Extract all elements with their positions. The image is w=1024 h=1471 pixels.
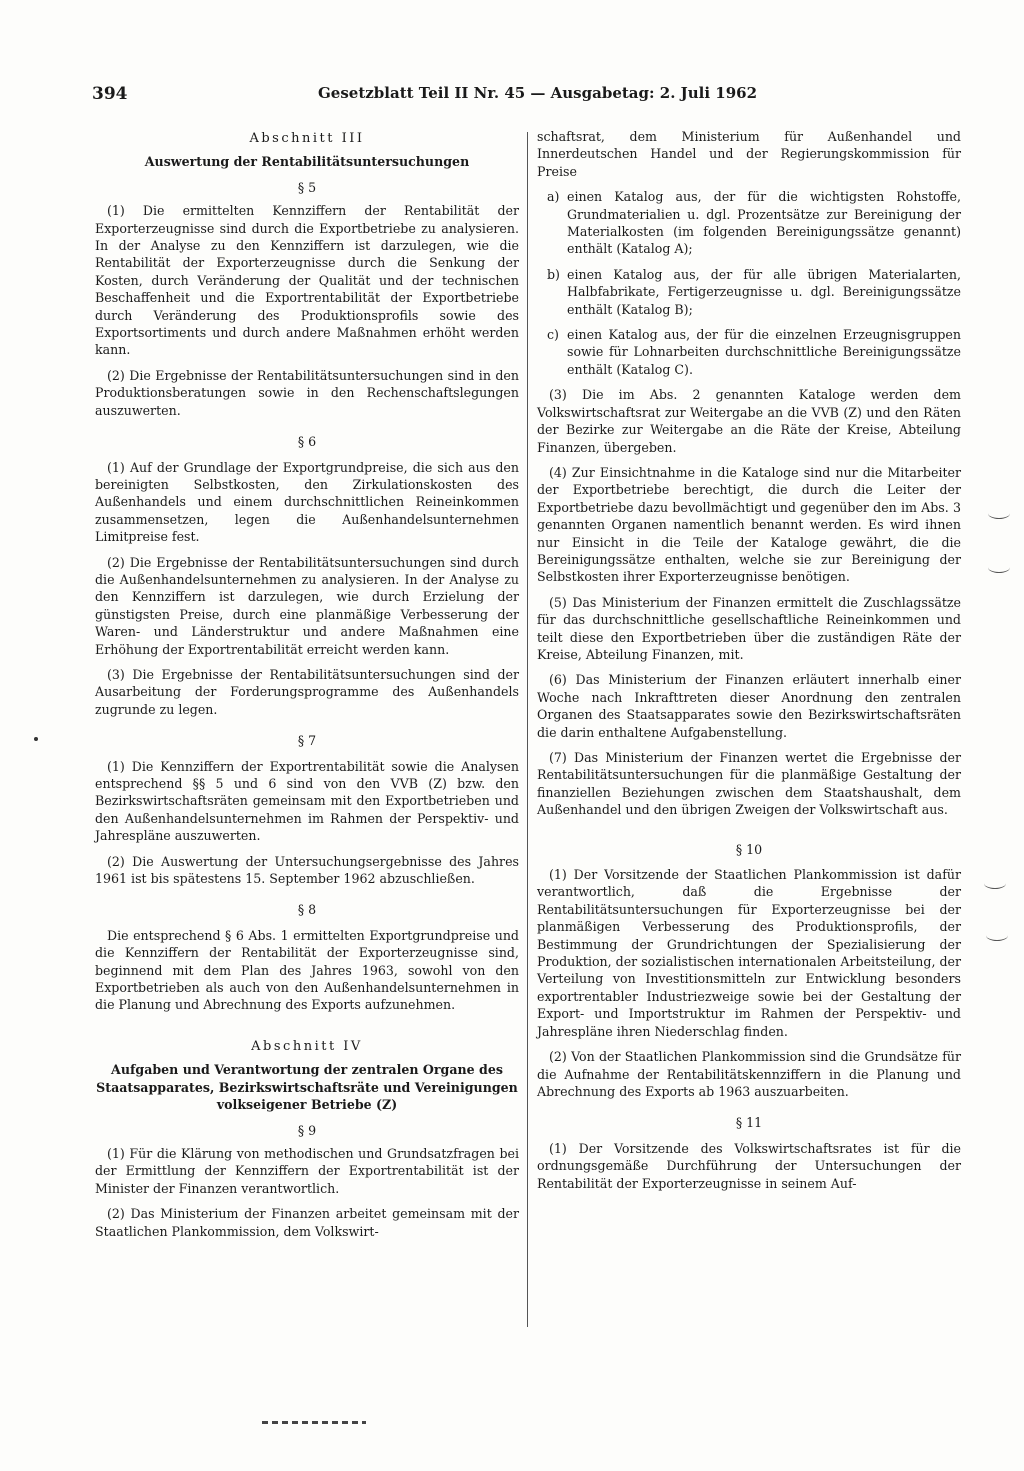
margin-mark [986,930,1008,941]
page-number: 394 [92,84,128,104]
paragraph-number: § 8 [297,902,317,918]
list-label: c) [547,327,559,343]
margin-mark [988,562,1010,573]
left-column [95,130,519,1248]
paragraph-number: § 6 [297,434,317,450]
list-text: einen Katalog aus, der für alle übrigen Materialarten, Halbfabrikate, Fertigerzeugnisse u. dgl. Bereinigungssätze enthält (Katalog B); [567,266,961,317]
list-item [537,266,961,318]
column-divider [527,132,528,1327]
margin-mark [984,878,1006,889]
margin-mark [988,508,1010,519]
paragraph-text: (5) Das Ministerium der Finanzen ermittelt die Zuschlagssätze für das durchschnittliche gesellschaftliche Reineinkommen und teilt diese den Exportbetrieben über die zuständigen Räte der Kreise, Abteilung Finanzen, mit. [537,594,961,662]
paragraph-text: (1) Der Vorsitzende des Volkswirtschaftsrates ist für die ordnungsgemäße Durchführung der Untersuchungen der Rentabilität der Exporterzeugnisse in seinem Auf- [537,1140,961,1191]
paragraph-text: (2) Von der Staatlichen Plankommission sind die Grundsätze für die Aufnahme der Rentabilitätskennziffern in die Planung und Abrechnung des Exports ab 1963 auszuarbeiten. [537,1049,961,1099]
paragraph-text: (6) Das Ministerium der Finanzen erläutert innerhalb einer Woche nach Inkrafttreten dieser Anordnung den zentralen Organen des Staatsapparates sowie den Bezirkswirtschaftsräten die darin enthaltene Aufgabenstellung. [537,672,961,740]
paragraph-text: (3) Die im Abs. 2 genannten Kataloge werden dem Volkswirtschaftsrat zur Weitergabe an die VVB (Z) und den Räten der Bezirke zur Weitergabe an die Räte der Kreise, Abteilung Finanzen, übergeben. [537,387,961,455]
list-item [537,326,961,378]
paragraph-number: § 9 [297,1122,317,1138]
paragraph-text: (2) Das Ministerium der Finanzen arbeitet gemeinsam mit der Staatlichen Plankommission, dem Volkswirt- [95,1206,519,1239]
paragraph-number: § 11 [735,1115,763,1131]
paragraph-text: (2) Die Ergebnisse der Rentabilitätsuntersuchungen sind in den Produktionsberatungen sowie in den Rechenschaftslegungen auszuwerten. [95,367,519,418]
paragraph-text: (2) Die Ergebnisse der Rentabilitätsuntersuchungen sind durch die Außenhandelsunternehmen zu analysieren. In der Analyse zu den Kennziffern ist darzulegen, wie durch Erzielung der günstigsten Preise, durch eine planmäßige Verbesserung der Waren- und Länderstruktur und andere Maßnahmen eine Erhöhung der Exportrentabilität erreicht werden kann. [95,554,519,657]
paragraph-text: schaftsrat, dem Ministerium für Außenhandel und Innerdeutschen Handel und der Regierungskommission für Preise [537,129,961,179]
list-item [537,188,961,258]
section-title: Auswertung der Rentabilitätsuntersuchungen [144,154,470,170]
section-title: Aufgaben und Verantwortung der zentralen Organe des Staatsapparates, Bezirkswirtschaftsräte und Vereinigungen volkseigener Betriebe (Z) [96,1062,518,1113]
gazette-title: Gesetzblatt Teil II Nr. 45 — Ausgabetag: 2. Juli 1962 [318,84,758,102]
list-label: a) [547,189,560,205]
scan-smudge [262,1421,366,1424]
paragraph-text: (1) Die ermittelten Kennziffern der Rentabilität der Exporterzeugnisse sind durch die Exportbetriebe zu analysieren. In der Analyse zu den Kennziffern ist darzulegen, wie die Rentabilität der Exporterzeugnisse durch die Senkung der Kosten, durch Veränderung der Qualität und der technischen Beschaffenheit und die Exportrentabilität der Exportbetriebe durch Veränderung des Produktionsprofils sowie des Exportsortiments und durch andere Maßnahmen erhöht werden kann. [95,203,519,358]
section-heading: Abschnitt III [249,131,365,146]
list-label: b) [547,266,560,282]
paragraph-text: (2) Die Auswertung der Untersuchungsergebnisse des Jahres 1961 ist bis spätestens 15. September 1962 abzuschließen. [95,853,519,887]
scan-dot [34,737,38,741]
paragraph-text: (3) Die Ergebnisse der Rentabilitätsuntersuchungen sind der Ausarbeitung der Forderungsprogramme des Außenhandels zugrunde zu legen. [95,666,519,717]
paragraph-text: (1) Der Vorsitzende der Staatlichen Plankommission ist dafür verantwortlich, daß die Ergebnisse der Rentabilitätsuntersuchungen für Exporterzeugnisse bei der planmäßigen Verbesserung des Produktionsprofils, der Bestimmung der Grundrichtungen der Spezialisierung der Produktion, der sozialistischen internationalen Arbeitsteilung, der Verteilung von Investitionsmitteln zur Entwicklung besonders exportrentabler Industriezweige sowie bei der Gestaltung der Export- und Importstruktur im Rahmen der Perspektiv- und Jahrespläne ihren Niederschlag finden. [537,867,961,1039]
paragraph-text: (1) Für die Klärung von methodischen und Grundsatzfragen bei der Ermittlung der Kennziffern der Exportrentabilität ist der Minister der Finanzen verantwortlich. [95,1145,519,1196]
paragraph-number: § 5 [297,179,317,195]
paragraph-text: (1) Auf der Grundlage der Exportgrundpreise, die sich aus den bereinigten Selbstkosten, den Zirkulationskosten des Außenhandels und einem durchschnittlichen Reineinkommen zusammensetzen, legen die Außenhandelsunternehmen Limitpreise fest. [95,459,519,545]
paragraph-number: § 7 [297,733,317,749]
paragraph-number: § 10 [735,841,763,857]
right-column [537,128,961,1200]
paragraph-text: Die entsprechend § 6 Abs. 1 ermittelten Exportgrundpreise und die Kennziffern der Rentabilität der Exporterzeugnisse sind, beginnend mit dem Plan des Jahres 1963, sowohl von den Exportbetrieben als auch von den Außenhandelsunternehmen in die Planung und Abrechnung des Exports aufzunehmen. [95,927,519,1013]
paragraph-text: (7) Das Ministerium der Finanzen wertet die Ergebnisse der Rentabilitätsuntersuchungen für die planmäßige Gestaltung der finanziellen Beziehungen zwischen dem Staatshaushalt, dem Außenhandel und den übrigen Zweigen der Volkswirtschaft aus. [537,750,961,818]
paragraph-text: (1) Die Kennziffern der Exportrentabilität sowie die Analysen entsprechend §§ 5 und 6 sind von den VVB (Z) bzw. den Bezirkswirtschaftsräten gemeinsam mit den Exportbetrieben und den Außenhandelsunternehmen im Rahmen der Perspektiv- und Jahrespläne auszuwerten. [95,758,519,844]
page-header [92,84,758,110]
list-text: einen Katalog aus, der für die wichtigsten Rohstoffe, Grundmaterialien u. dgl. Prozentsätze zur Bereinigung der Materialkosten (im folgenden Bereinigungssätze genannt) enthält (Katalog A); [567,189,961,257]
list-text: einen Katalog aus, der für die einzelnen Erzeugnisgruppen sowie für Lohnarbeiten durchschnittliche Bereinigungssätze enthält (Katalog C). [567,327,961,377]
section-heading: Abschnitt IV [251,1038,363,1054]
paragraph-text: (4) Zur Einsichtnahme in die Kataloge sind nur die Mitarbeiter der Exportbetriebe berechtigt, die durch die Leiter der Exportbetriebe dazu bevollmächtigt und gegenüber den im Abs. 3 genannten Organen namentlich benannt werden. Es wird ihnen nur Einsicht in die Teile der Kataloge gewährt, die die Bereinigungssätze enthalten, welche sie zur Bereinigung der Selbstkosten ihrer Exporterzeugnisse benötigen. [537,464,961,585]
